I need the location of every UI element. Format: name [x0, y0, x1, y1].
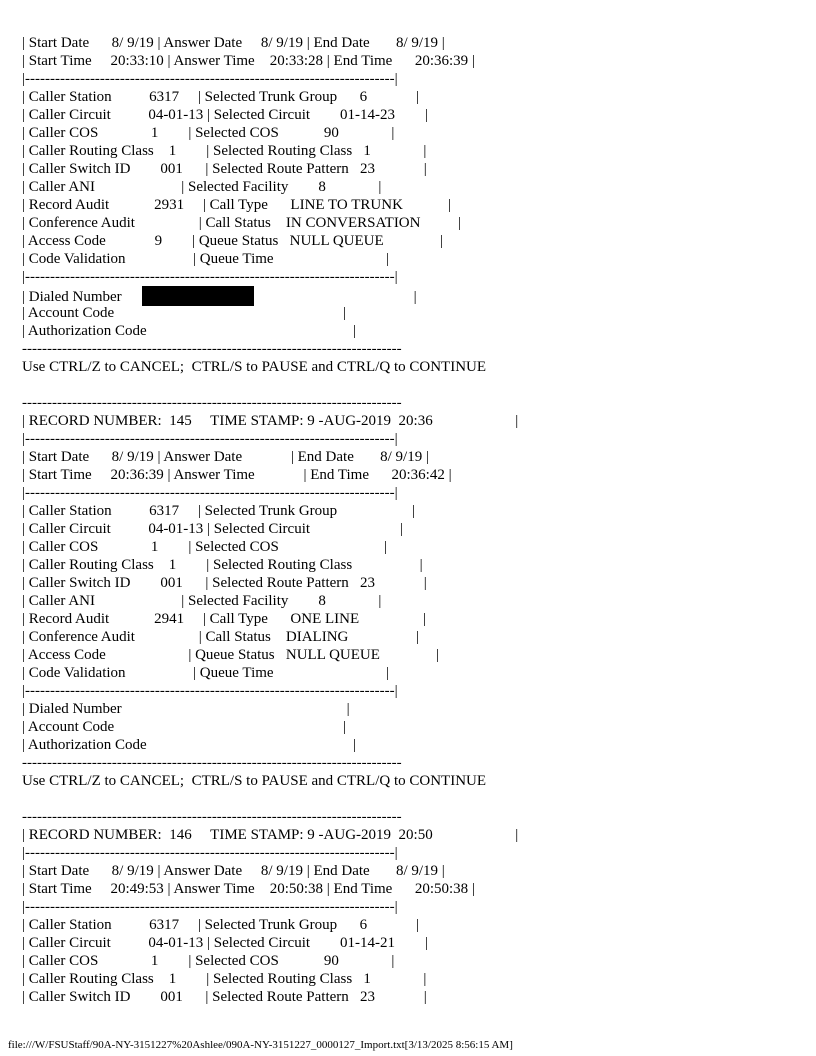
record-field-line: | Caller Switch ID 001 | Selected Route Pattern 23 | — [22, 989, 427, 1005]
record-field-line: | Caller COS 1 | Selected COS 90 | — [22, 953, 395, 969]
divider-line: |--------------------------------------------------------------------------| — [22, 845, 398, 861]
record-field-line: | Caller Station 6317 | Selected Trunk Group 6 | — [22, 89, 419, 105]
record-header: | RECORD NUMBER: 146 TIME STAMP: 9 -AUG-2019 20:50 | — [22, 827, 519, 843]
record-field-line: | Start Time 20:49:53 | Answer Time 20:50:38 | End Time 20:50:38 | — [22, 881, 475, 897]
divider-line: |--------------------------------------------------------------------------| — [22, 431, 398, 447]
record-field-line: | Caller Routing Class 1 | Selected Routing Class 1 | — [22, 971, 427, 987]
dialed-number-line: | Dialed Number | — [22, 286, 802, 304]
record-field-line: | Authorization Code | — [22, 737, 356, 753]
record-header: | RECORD NUMBER: 145 TIME STAMP: 9 -AUG-2019 20:36 | — [22, 413, 519, 429]
dialed-number-border: | — [413, 289, 417, 305]
record-field-line: | Code Validation | Queue Time | — [22, 665, 390, 681]
record-field-line: | Caller COS 1 | Selected COS | — [22, 539, 387, 555]
record-field-line: | Record Audit 2931 | Call Type LINE TO TRUNK | — [22, 197, 451, 213]
record-field-line — [22, 376, 802, 394]
record-field-line: | Start Date 8/ 9/19 | Answer Date | End Date 8/ 9/19 | — [22, 449, 429, 465]
record-field-line: | Record Audit 2941 | Call Type ONE LINE | — [22, 611, 426, 627]
record-field-line: | Access Code 9 | Queue Status NULL QUEUE | — [22, 233, 443, 249]
record-field-line: | Start Time 20:33:10 | Answer Time 20:33:28 | End Time 20:36:39 | — [22, 53, 475, 69]
record-field-line: | Code Validation | Queue Time | — [22, 251, 390, 267]
record-field-line: | Caller Routing Class 1 | Selected Routing Class 1 | — [22, 143, 427, 159]
divider-line: |--------------------------------------------------------------------------| — [22, 71, 398, 87]
record-field-line: | Account Code | — [22, 719, 346, 735]
divider-line: ---------------------------------------------------------------------------- — [22, 341, 402, 357]
continue-prompt: Use CTRL/Z to CANCEL; CTRL/S to PAUSE and CTRL/Q to CONTINUE — [22, 359, 487, 375]
redaction-box — [142, 286, 254, 306]
record-field-line: | Authorization Code | — [22, 323, 356, 339]
divider-line: |--------------------------------------------------------------------------| — [22, 899, 398, 915]
divider-line: |--------------------------------------------------------------------------| — [22, 485, 398, 501]
record-field-line: | Dialed Number | — [22, 701, 350, 717]
record-field-line: | Caller Circuit 04-01-13 | Selected Circuit 01-14-23 | — [22, 107, 429, 123]
record-field-line: | Caller Station 6317 | Selected Trunk Group 6 | — [22, 917, 419, 933]
continue-prompt: Use CTRL/Z to CANCEL; CTRL/S to PAUSE and CTRL/Q to CONTINUE — [22, 773, 487, 789]
record-field-line: | Caller Switch ID 001 | Selected Route Pattern 23 | — [22, 575, 427, 591]
record-field-line: | Caller Switch ID 001 | Selected Route Pattern 23 | — [22, 161, 427, 177]
record-field-line: | Start Date 8/ 9/19 | Answer Date 8/ 9/19 | End Date 8/ 9/19 | — [22, 35, 445, 51]
record-field-line: | Account Code | — [22, 305, 346, 321]
record-field-line: | Conference Audit | Call Status IN CONVERSATION | — [22, 215, 461, 231]
record-field-line: | Access Code | Queue Status NULL QUEUE | — [22, 647, 440, 663]
record-field-line: | Caller ANI | Selected Facility 8 | — [22, 179, 382, 195]
record-field-line: | Caller Circuit 04-01-13 | Selected Circuit | — [22, 521, 404, 537]
divider-line: ---------------------------------------------------------------------------- — [22, 755, 402, 771]
record-field-line: | Start Time 20:36:39 | Answer Time | End Time 20:36:42 | — [22, 467, 452, 483]
record-field-line: | Caller Circuit 04-01-13 | Selected Circuit 01-14-21 | — [22, 935, 429, 951]
divider-line: |--------------------------------------------------------------------------| — [22, 269, 398, 285]
record-field-line: | Conference Audit | Call Status DIALING | — [22, 629, 419, 645]
record-field-line: | Caller ANI | Selected Facility 8 | — [22, 593, 382, 609]
divider-line: |--------------------------------------------------------------------------| — [22, 683, 398, 699]
record-field-line: | Caller COS 1 | Selected COS 90 | — [22, 125, 395, 141]
record-field-line: | Caller Routing Class 1 | Selected Routing Class | — [22, 557, 423, 573]
record-log — [22, 34, 802, 1006]
record-field-line — [22, 790, 802, 808]
record-field-line: | Caller Station 6317 | Selected Trunk Group | — [22, 503, 416, 519]
record-field-line: | Start Date 8/ 9/19 | Answer Date 8/ 9/19 | End Date 8/ 9/19 | — [22, 863, 445, 879]
divider-line: ---------------------------------------------------------------------------- — [22, 395, 402, 411]
file-path-footer: file:///W/FSUStaff/90A-NY-3151227%20Ashlee/090A-NY-3151227_0000127_Import.txt[3/13/2025 8:56:15 AM] — [8, 1039, 513, 1051]
divider-line: ---------------------------------------------------------------------------- — [22, 809, 402, 825]
